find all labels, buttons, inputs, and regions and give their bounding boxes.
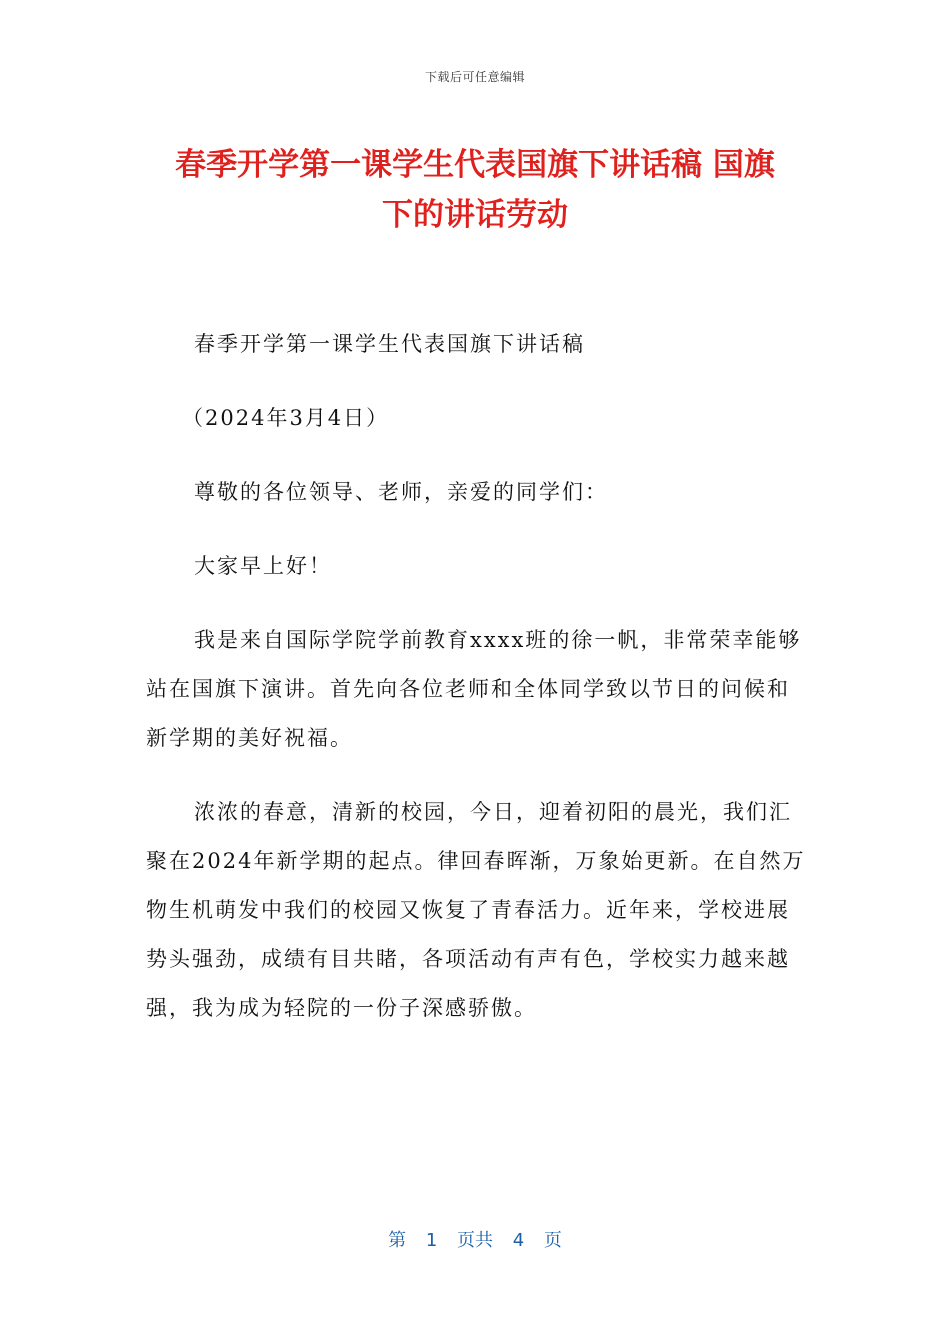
salutation: 尊敬的各位领导、老师，亲爱的同学们： — [194, 480, 608, 504]
body-paragraph: 我是来自国际学院学前教育xxxx班的徐一帆，非常荣幸能够站在国旗下演讲。首先向各位老师和全体同学致以节日的问候和新学期的美好祝福。 — [146, 628, 802, 750]
body-paragraph: 浓浓的春意，清新的校园，今日，迎着初阳的晨光，我们汇聚在2024年新学期的起点。律回春晖渐，万象始更新。在自然万物生机萌发中我们的校园又恢复了青春活力。近年来，学校进展势头强劲，成绩有目共睹，各项活动有声有色，学校实力越来越强，我为成为轻院的一份子深感骄傲。 — [146, 800, 806, 1020]
document-body — [146, 320, 806, 1058]
page-number: 第 1 页共 4 页 — [388, 1230, 562, 1251]
title-line-2: 下的讲话劳动 — [382, 197, 568, 233]
speech-heading: 春季开学第一课学生代表国旗下讲话稿 — [194, 332, 585, 356]
title-line-1: 春季开学第一课学生代表国旗下讲话稿 国旗 — [175, 147, 775, 183]
document-title — [145, 140, 805, 240]
speech-date: （2024年3月4日） — [182, 406, 390, 430]
header-note: 下载后可任意编辑 — [424, 70, 525, 84]
greeting: 大家早上好！ — [194, 554, 332, 578]
